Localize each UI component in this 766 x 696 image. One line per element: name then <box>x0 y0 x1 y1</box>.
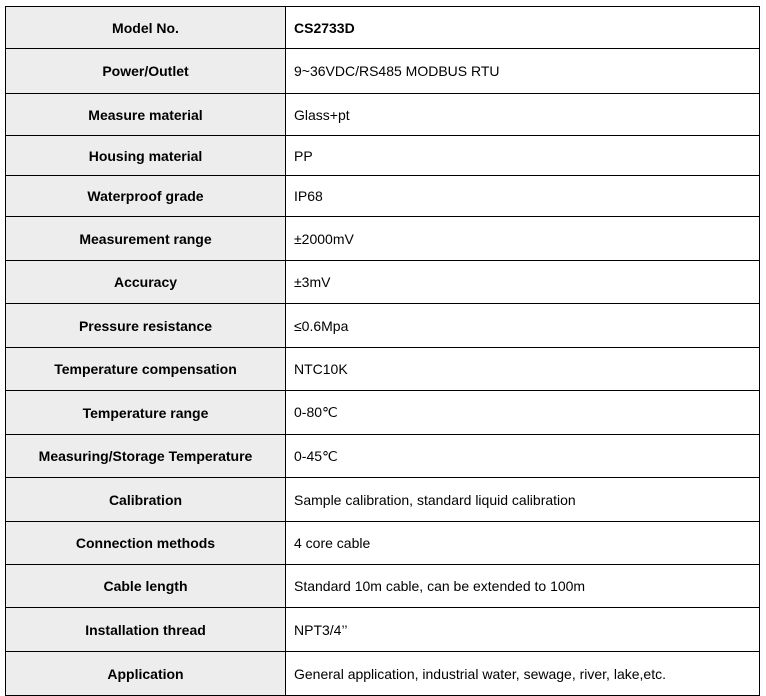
spec-table-body <box>6 7 760 696</box>
row-value: NTC10K <box>286 348 760 391</box>
table-row <box>6 348 760 391</box>
table-row <box>6 94 760 136</box>
row-value: 0-80℃ <box>286 391 760 435</box>
row-value: General application, industrial water, sewage, river, lake,etc. <box>286 652 760 696</box>
row-value: Standard 10m cable, can be extended to 100m <box>286 565 760 608</box>
table-row <box>6 7 760 49</box>
row-label: Accuracy <box>6 261 286 304</box>
row-label: Installation thread <box>6 608 286 652</box>
table-row <box>6 652 760 696</box>
table-row <box>6 565 760 608</box>
row-label: Application <box>6 652 286 696</box>
table-row <box>6 391 760 435</box>
table-row <box>6 217 760 261</box>
row-label: Cable length <box>6 565 286 608</box>
row-label: Power/Outlet <box>6 49 286 94</box>
row-value: PP <box>286 136 760 176</box>
row-label: Calibration <box>6 478 286 522</box>
row-value: ±3mV <box>286 261 760 304</box>
row-label: Pressure resistance <box>6 304 286 348</box>
table-row <box>6 49 760 94</box>
table-row <box>6 136 760 176</box>
table-row <box>6 608 760 652</box>
row-label: Measurement range <box>6 217 286 261</box>
row-label: Model No. <box>6 7 286 49</box>
table-row <box>6 435 760 478</box>
row-value: ±2000mV <box>286 217 760 261</box>
row-value: 0-45℃ <box>286 435 760 478</box>
spec-table <box>5 6 760 696</box>
table-row <box>6 176 760 217</box>
row-label: Connection methods <box>6 522 286 565</box>
row-label: Waterproof grade <box>6 176 286 217</box>
row-value: IP68 <box>286 176 760 217</box>
row-value: 9~36VDC/RS485 MODBUS RTU <box>286 49 760 94</box>
table-row <box>6 261 760 304</box>
row-value: Glass+pt <box>286 94 760 136</box>
row-value: CS2733D <box>286 7 760 49</box>
table-row <box>6 304 760 348</box>
table-row <box>6 522 760 565</box>
row-label: Temperature compensation <box>6 348 286 391</box>
row-label: Measure material <box>6 94 286 136</box>
row-label: Housing material <box>6 136 286 176</box>
row-value: NPT3/4’’ <box>286 608 760 652</box>
table-row <box>6 478 760 522</box>
row-value: Sample calibration, standard liquid calibration <box>286 478 760 522</box>
row-label: Measuring/Storage Temperature <box>6 435 286 478</box>
row-value: ≤0.6Mpa <box>286 304 760 348</box>
row-value: 4 core cable <box>286 522 760 565</box>
row-label: Temperature range <box>6 391 286 435</box>
